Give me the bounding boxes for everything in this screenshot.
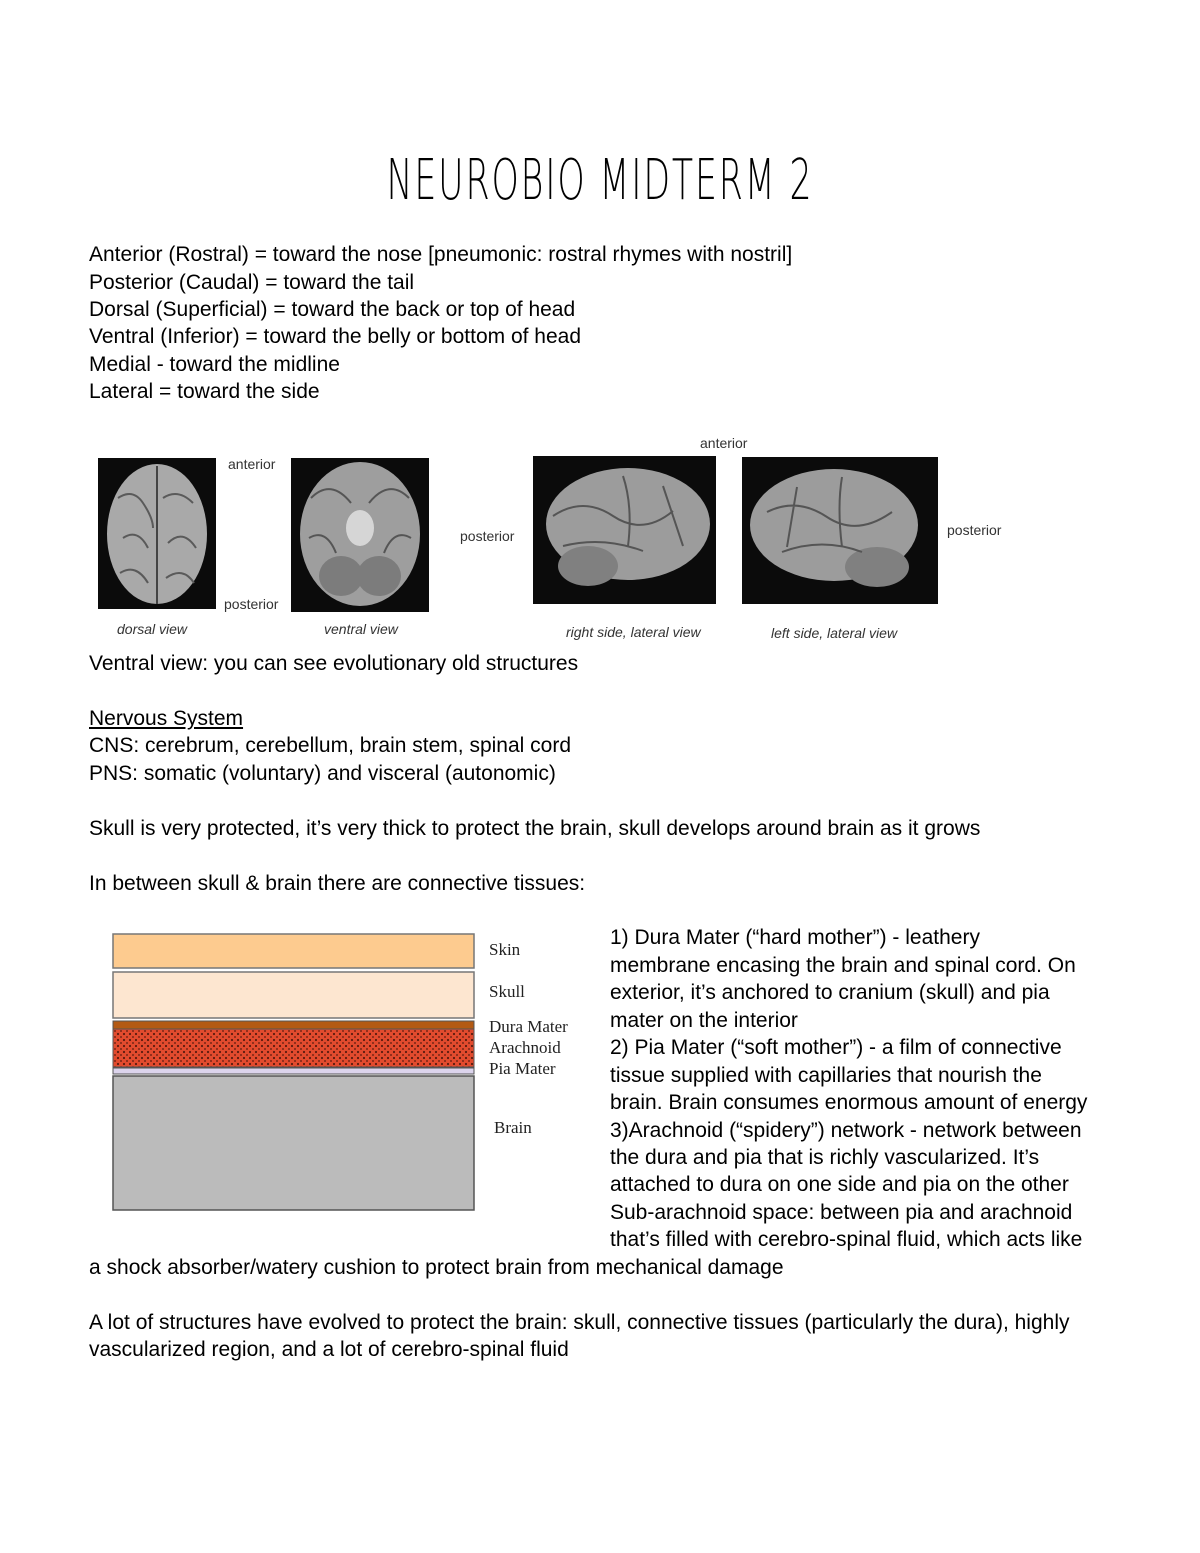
left-lateral-view-image	[742, 457, 938, 604]
label-brain: Brain	[494, 1118, 532, 1137]
skull-text: Skull is very protected, it’s very thick to protect the brain, skull develops around brain as it grows	[89, 817, 981, 840]
direction-lateral: Lateral = toward the side	[89, 380, 320, 403]
direction-posterior: Posterior (Caudal) = toward the tail	[89, 271, 415, 294]
skin-layer	[113, 934, 474, 968]
meninges-line-8: 3)Arachnoid (“spidery”) network - network between	[610, 1119, 1082, 1142]
pns-line: PNS: somatic (voluntary) and visceral (autonomic)	[89, 762, 556, 785]
label-skull: Skull	[489, 982, 525, 1001]
meninges-line-12: that’s filled with cerebro-spinal fluid, which acts like	[610, 1228, 1083, 1251]
label-arachnoid: Arachnoid	[489, 1038, 561, 1057]
dorsal-view-image	[98, 458, 216, 609]
label-dura-mater: Dura Mater	[489, 1017, 568, 1036]
caption-ventral: ventral view	[324, 621, 398, 637]
summary-paragraph: A lot of structures have evolved to protect the brain: skull, connective tissues (particularly the dura), highly vascularized region, and a lot of cerebro-spinal fluid	[89, 1311, 1070, 1361]
label-posterior-right: posterior	[947, 522, 1002, 538]
direction-dorsal: Dorsal (Superficial) = toward the back or top of head	[89, 298, 576, 321]
meninges-line-11: Sub-arachnoid space: between pia and arachnoid	[610, 1201, 1073, 1224]
skull-layer	[113, 972, 474, 1018]
ventral-note: Ventral view: you can see evolutionary old structures	[89, 652, 579, 675]
ventral-view-image	[291, 458, 429, 612]
shock-absorber-line: a shock absorber/watery cushion to protect brain from mechanical damage	[89, 1256, 784, 1279]
meninges-line-7: brain. Brain consumes enormous amount of energy	[610, 1091, 1088, 1114]
direction-anterior: Anterior (Rostral) = toward the nose [pneumonic: rostral rhymes with nostril]	[89, 243, 793, 266]
meninges-line-10: attached to dura on one side and pia on the other	[610, 1173, 1069, 1196]
nervous-system-heading: Nervous System	[89, 707, 244, 730]
brain-layer	[113, 1076, 474, 1210]
pia-layer	[113, 1068, 474, 1074]
caption-right-lateral: right side, lateral view	[566, 624, 701, 640]
meninges-layer-diagram	[110, 930, 480, 1214]
label-pia-mater: Pia Mater	[489, 1059, 556, 1078]
label-anterior-left: anterior	[228, 456, 276, 472]
arachnoid-layer	[113, 1029, 474, 1067]
caption-dorsal: dorsal view	[117, 621, 188, 637]
label-posterior-mid: posterior	[460, 528, 515, 544]
meninges-line-5: 2) Pia Mater (“soft mother”) - a film of connective	[610, 1036, 1062, 1059]
meninges-line-3: exterior, it’s anchored to cranium (skull) and pia	[610, 981, 1050, 1004]
between-text: In between skull & brain there are connective tissues:	[89, 872, 586, 895]
label-posterior-left: posterior	[224, 596, 279, 612]
dura-layer	[113, 1021, 474, 1029]
direction-ventral: Ventral (Inferior) = toward the belly or bottom of head	[89, 325, 582, 348]
meninges-line-1: 1) Dura Mater (“hard mother”) - leathery	[610, 926, 980, 949]
meninges-line-2: membrane encasing the brain and spinal cord. On	[610, 954, 1076, 977]
meninges-line-6: tissue supplied with capillaries that nourish the	[610, 1064, 1042, 1087]
meninges-line-9: the dura and pia that is richly vascularized. It’s	[610, 1146, 1040, 1169]
meninges-line-4: mater on the interior	[610, 1009, 798, 1032]
page-title: NEUROBIO MIDTERM 2	[386, 148, 814, 213]
right-lateral-view-image	[533, 456, 716, 604]
direction-medial: Medial - toward the midline	[89, 353, 340, 376]
caption-left-lateral: left side, lateral view	[771, 625, 898, 641]
label-anterior-top: anterior	[700, 435, 748, 451]
label-skin: Skin	[489, 940, 521, 959]
cns-line: CNS: cerebrum, cerebellum, brain stem, spinal cord	[89, 734, 572, 757]
